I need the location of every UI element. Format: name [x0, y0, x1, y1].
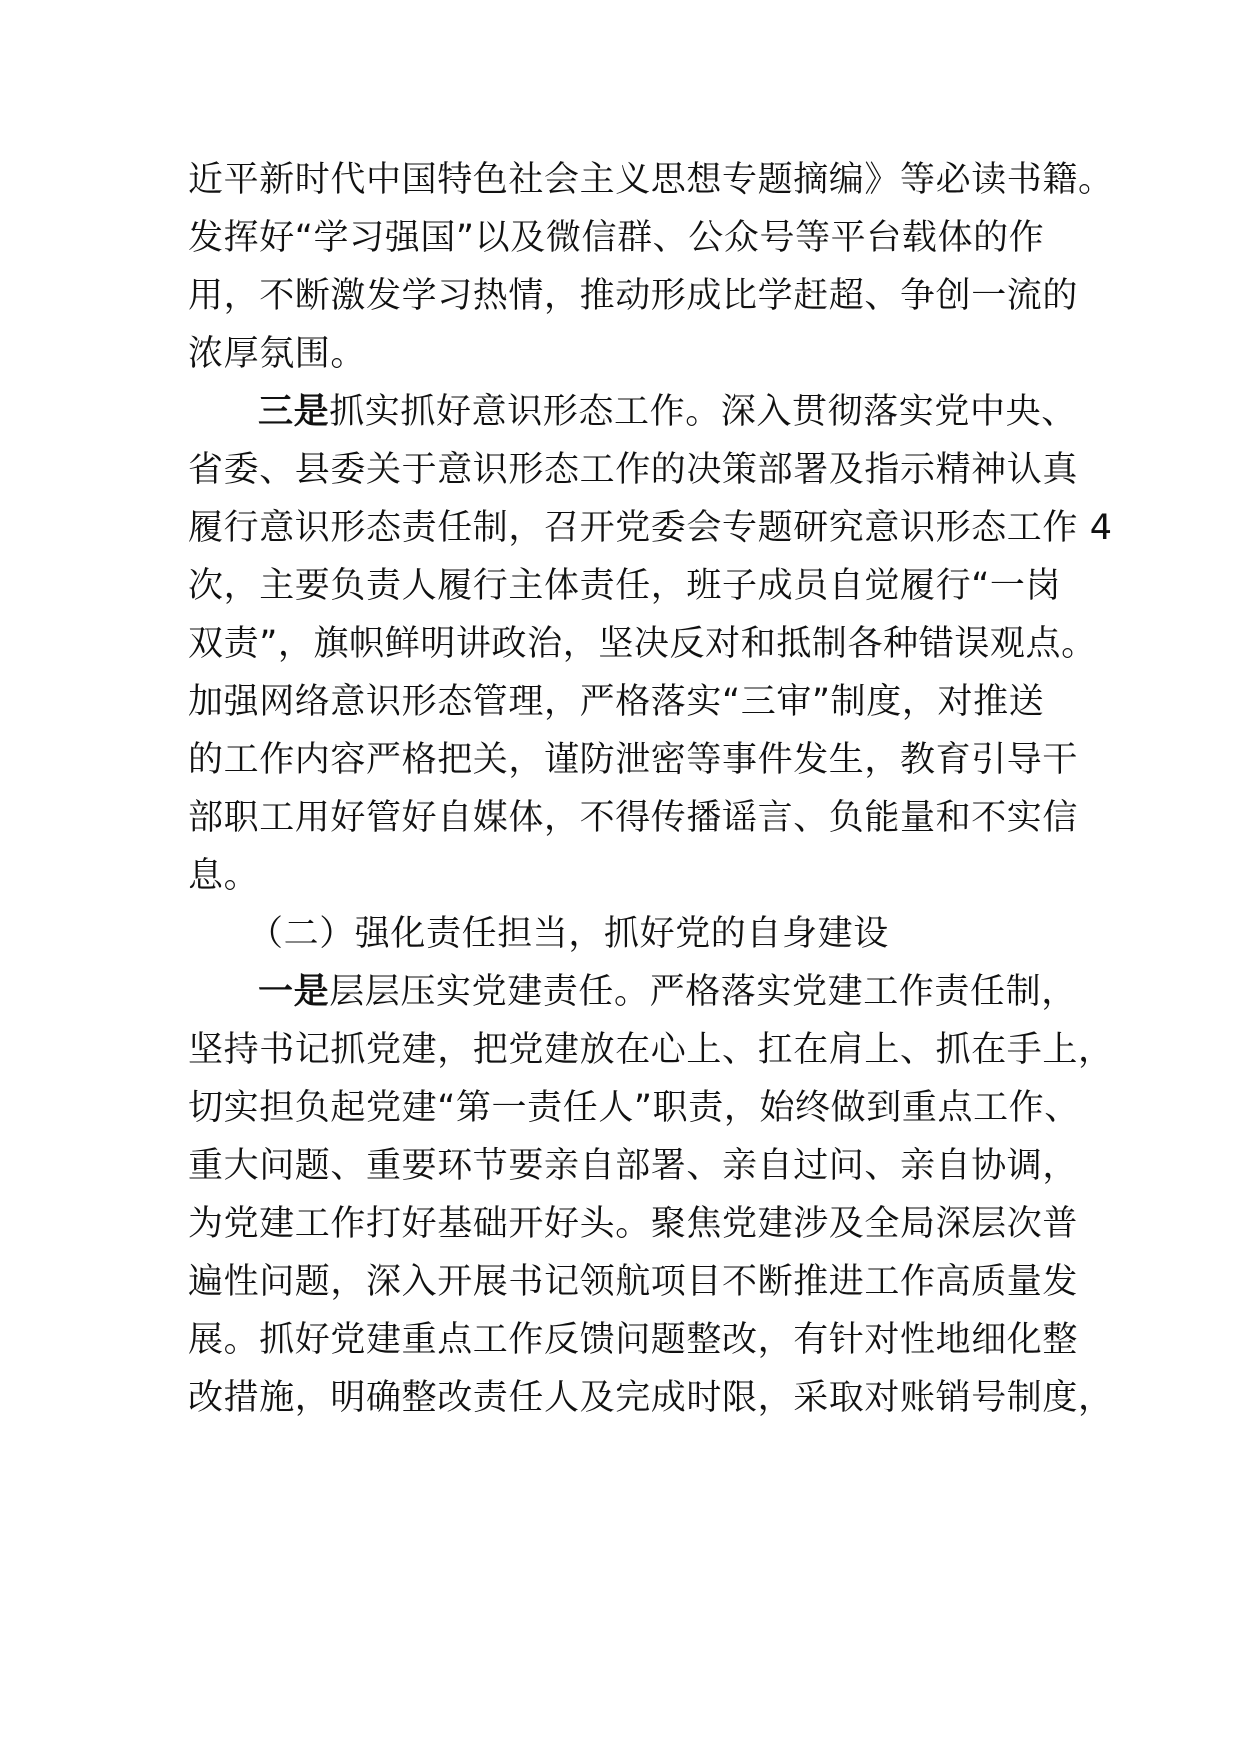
paragraph-start-line	[258, 387, 1077, 437]
body-line	[188, 793, 1078, 843]
line-text: 切实担负起党建“第一责任人”职责，始终做到重点工作、	[188, 1088, 1080, 1128]
body-line	[188, 213, 1044, 263]
body-line	[188, 1141, 1078, 1191]
line-text: 遍性问题，深入开展书记领航项目不断推进工作高质量发	[188, 1262, 1079, 1302]
line-text: 用，不断激发学习热情，推动形成比学赶超、争创一流的	[188, 276, 1079, 316]
line-text: 浓厚氛围。	[188, 334, 367, 374]
body-line	[188, 503, 1113, 553]
line-text: 息。	[188, 856, 260, 896]
line-text: 近平新时代中国特色社会主义思想专题摘编》等必读书籍。	[188, 160, 1114, 200]
body-line	[188, 329, 366, 379]
line-text: 层层压实党建责任。严格落实党建工作责任制，	[329, 972, 1077, 1012]
lead-in-label: 一是	[258, 972, 330, 1012]
line-text: 加强网络意识形态管理，严格落实“三审”制度，对推送	[188, 682, 1045, 722]
body-line	[188, 1315, 1078, 1365]
body-line	[188, 677, 1044, 727]
body-line	[188, 1373, 1114, 1423]
line-text: 展。抓好党建重点工作反馈问题整改，有针对性地细化整	[188, 1320, 1079, 1360]
body-line	[188, 271, 1078, 321]
line-text: 改措施，明确整改责任人及完成时限，采取对账销号制度，	[188, 1378, 1114, 1418]
line-text: 坚持书记抓党建，把党建放在心上、扛在肩上、抓在手上，	[188, 1030, 1114, 1070]
body-line	[188, 619, 1097, 669]
line-text: 双责”，旗帜鲜明讲政治，坚决反对和抵制各种错误观点。	[188, 624, 1097, 664]
section-heading-text: （二）强化责任担当，抓好党的自身建设	[248, 914, 889, 954]
line-text: 省委、县委关于意识形态工作的决策部署及指示精神认真	[188, 450, 1079, 490]
line-text: 部职工用好管好自媒体，不得传播谣言、负能量和不实信	[188, 798, 1079, 838]
body-line	[188, 1083, 1080, 1133]
line-text: 的工作内容严格把关，谨防泄密等事件发生，教育引导干	[188, 740, 1079, 780]
body-line	[188, 1199, 1078, 1249]
body-line	[188, 735, 1078, 785]
body-line	[188, 445, 1078, 495]
body-line	[188, 851, 259, 901]
line-text: 履行意识形态责任制，召开党委会专题研究意识形态工作 4	[188, 508, 1113, 548]
line-text: 抓实抓好意识形态工作。深入贯彻落实党中央、	[329, 392, 1077, 432]
lead-in-label: 三是	[258, 392, 330, 432]
body-line	[188, 155, 1114, 205]
body-line	[188, 1257, 1078, 1307]
line-text: 发挥好“学习强国”以及微信群、公众号等平台载体的作	[188, 218, 1045, 258]
body-line	[188, 1025, 1114, 1075]
line-text: 为党建工作打好基础开好头。聚焦党建涉及全局深层次普	[188, 1204, 1079, 1244]
paragraph-start-line	[258, 967, 1077, 1017]
line-text: 次，主要负责人履行主体责任，班子成员自觉履行“一岗	[188, 566, 1062, 606]
section-heading	[248, 909, 889, 959]
body-line	[188, 561, 1061, 611]
line-text: 重大问题、重要环节要亲自部署、亲自过问、亲自协调，	[188, 1146, 1079, 1186]
